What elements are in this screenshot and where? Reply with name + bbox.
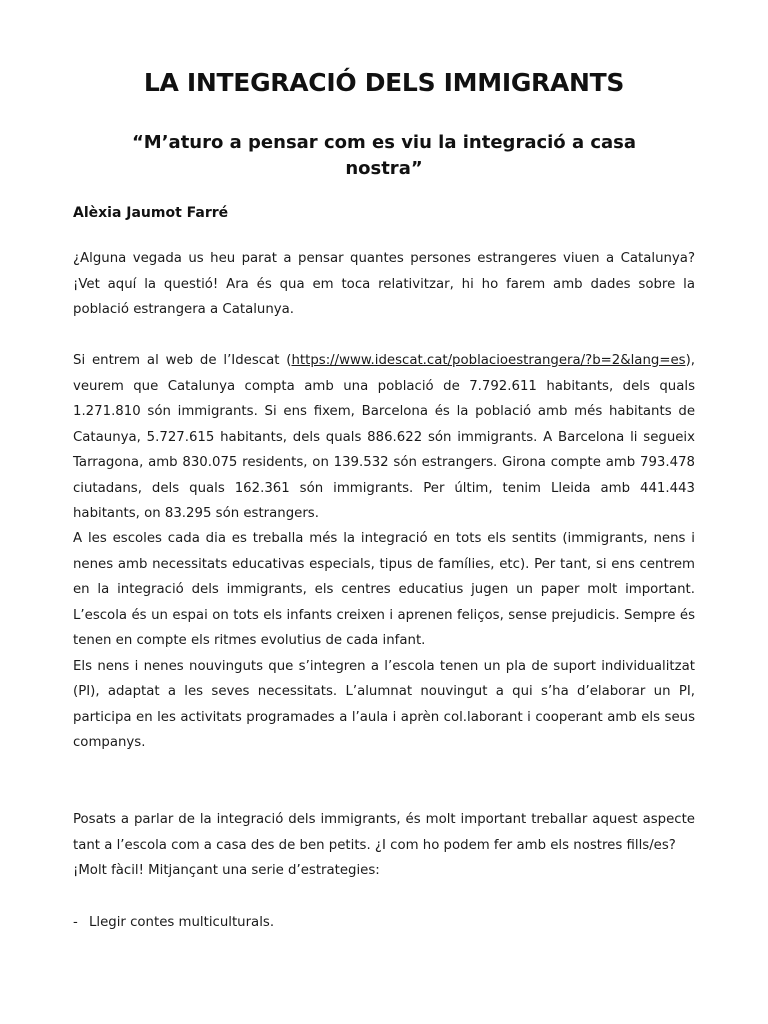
idescat-link[interactable]: https://www.idescat.cat/poblacioestrangera/?b=2&lang=es [291,353,686,368]
paragraph-intro: ¿Alguna vegada us heu parat a pensar quantes persones estrangeres viuen a Catalunya? ¡Vet aquí la questió! Ara és qua em toca relativitzar, hi ho farem amb dades sobre la població estrangera a Catalunya. [73,251,695,317]
paragraph-statistics-lead: Si entrem al web de l’Idescat ( [73,353,292,368]
document-author: Alèxia Jaumot Farré [73,205,229,221]
list-dash-marker: - [73,915,78,930]
paragraph-statistics-rest: ), veurem que Catalunya compta amb una població de 7.792.611 habitants, dels quals 1.271.810 són immigrants. Si ens fixem, Barcelona és la població amb més habitants de Cataunya, 5.727.615 habitants, dels quals 886.622 són immigrants. A Barcelona li segueix Tarragona, amb 830.075 residents, on 139.532 són estrangers. Girona compte amb 793.478 ciutadans, dels quals 162.361 són immigrants. Per últim, tenim Lleida amb 441.443 habitants, on 83.295 són estrangers. [73,353,695,521]
paragraph-home-question: Posats a parlar de la integració dels immigrants, és molt important treballar aquest aspecte tant a l’escola com a casa des de ben petits. ¿I com ho podem fer amb els nostres fills/es? [73,812,695,853]
strategies-list [73,910,274,936]
paragraph-schools-pi: Els nens i nenes nouvinguts que s’integren a l’escola tenen un pla de suport individualitzat (PI), adaptat a les seves necessitats. L’alumnat nouvingut a qui s’ha d’elaborar un PI, participa en les activitats programades a l’aula i aprèn col.laborant i cooperant amb els seus companys. [73,658,695,750]
list-item-text: Llegir contes multiculturals. [89,915,275,930]
paragraph-statistics [73,348,695,527]
paragraph-schools [73,526,695,756]
paragraph-home-strategies: ¡Molt fàcil! Mitjançant una serie d’estrategies: [73,863,380,878]
document-subtitle: “M’aturo a pensar com es viu la integració a casa nostra” [131,132,637,179]
list-item [73,910,274,936]
document-title: LA INTEGRACIÓ DELS IMMIGRANTS [143,68,625,97]
paragraph-schools-integration: A les escoles cada dia es treballa més la integració en tots els sentits (immigrants, nens i nenes amb necessitats educativas especials, tipus de famílies, etc). Per tant, si ens centrem en la integració dels immigrants, els centres educatius jugen un paper molt important. L’escola és un espai on tots els infants creixen i aprenen feliços, sense prejudicis. Sempre és tenen en compte els ritmes evolutius de cada infant. [73,531,695,648]
paragraph-home [73,807,695,884]
